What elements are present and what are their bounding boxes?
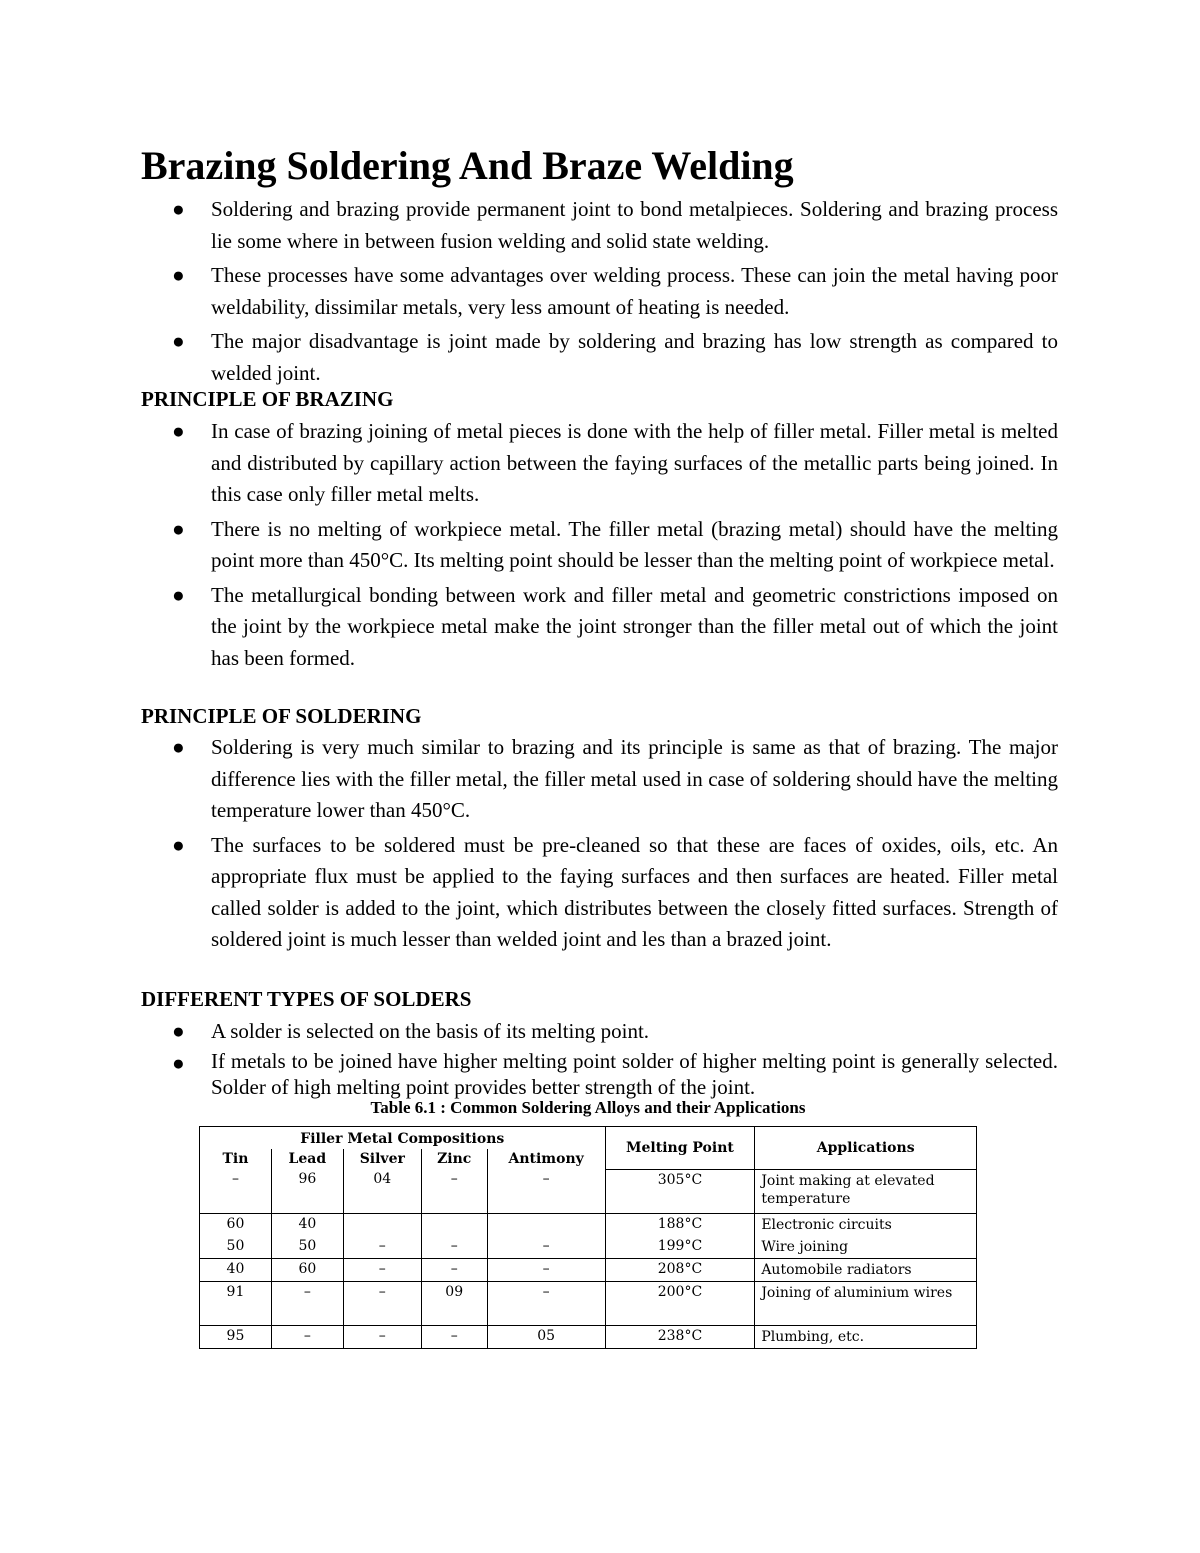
table-row bbox=[200, 1281, 977, 1325]
bullet-icon: ● bbox=[172, 263, 185, 287]
table-cell: Automobile radiators bbox=[755, 1258, 977, 1281]
table-cell: – bbox=[343, 1325, 421, 1348]
table-row bbox=[200, 1236, 977, 1259]
table-cell: 50 bbox=[200, 1236, 272, 1259]
melting-point-header: Melting Point bbox=[605, 1127, 755, 1170]
table-cell: Joint making at elevated temperature bbox=[755, 1169, 977, 1213]
table-cell: – bbox=[343, 1281, 421, 1325]
section-heading-soldering: PRINCIPLE OF SOLDERING bbox=[141, 704, 422, 728]
table-cell: 188°C bbox=[605, 1213, 755, 1236]
applications-header: Applications bbox=[755, 1127, 977, 1170]
table-cell: 60 bbox=[200, 1213, 272, 1236]
table-cell: – bbox=[343, 1258, 421, 1281]
table-row bbox=[200, 1213, 977, 1236]
col-header-tin: Tin bbox=[200, 1149, 272, 1169]
table-cell: Wire joining bbox=[755, 1236, 977, 1259]
table-row bbox=[200, 1258, 977, 1281]
list-item: ● Soldering and brazing provide permanent joint to bond metalpieces. Soldering and brazing process lie some where in between fusion welding and solid state welding. bbox=[172, 194, 1058, 257]
section-heading-solders: DIFFERENT TYPES OF SOLDERS bbox=[141, 987, 472, 1011]
brazing-list bbox=[172, 416, 1058, 674]
table-cell: – bbox=[200, 1169, 272, 1213]
table-cell: – bbox=[487, 1169, 605, 1213]
list-item: ● If metals to be joined have higher melting point solder of higher melting point is generally selected. Solder of high melting point provides better strength of the joint. bbox=[172, 1048, 1058, 1099]
table-cell: – bbox=[271, 1325, 343, 1348]
bullet-icon: ● bbox=[172, 197, 185, 221]
table-cell: 200°C bbox=[605, 1281, 755, 1325]
table-row bbox=[200, 1325, 977, 1348]
table-cell: – bbox=[421, 1325, 487, 1348]
bullet-icon: ● bbox=[172, 832, 185, 857]
list-item: ● The major disadvantage is joint made by soldering and brazing has low strength as compared to welded joint. bbox=[172, 326, 1058, 389]
col-header-antimony: Antimony bbox=[487, 1149, 605, 1169]
list-item: ● The metallurgical bonding between work and filler metal and geometric constrictions imposed on the joint by the workpiece metal make the joint stronger than the filler metal out of which the joint has been formed. bbox=[172, 580, 1058, 675]
table-cell: 09 bbox=[421, 1281, 487, 1325]
table-cell: – bbox=[487, 1258, 605, 1281]
table-cell: Plumbing, etc. bbox=[755, 1325, 977, 1348]
soldering-list bbox=[172, 732, 1058, 956]
col-header-silver: Silver bbox=[343, 1149, 421, 1169]
page-title: Brazing Soldering And Braze Welding bbox=[141, 143, 794, 188]
group-header: Filler Metal Compositions bbox=[200, 1127, 606, 1150]
list-item: ● A solder is selected on the basis of its melting point. bbox=[172, 1016, 1058, 1048]
soldering-alloys-table bbox=[199, 1126, 977, 1349]
bullet-icon: ● bbox=[172, 1050, 185, 1075]
table-cell: 40 bbox=[200, 1258, 272, 1281]
table-cell: – bbox=[487, 1281, 605, 1325]
table-cell: 199°C bbox=[605, 1236, 755, 1259]
table-cell: 208°C bbox=[605, 1258, 755, 1281]
table-cell: 238°C bbox=[605, 1325, 755, 1348]
list-item: ● Soldering is very much similar to brazing and its principle is same as that of brazing. The major difference lies with the filler metal, the filler metal used in case of soldering should have the melting temperature lower than 450°C. bbox=[172, 732, 1058, 827]
bullet-icon: ● bbox=[172, 735, 185, 759]
table-cell: 60 bbox=[271, 1258, 343, 1281]
table-caption: Table 6.1 : Common Soldering Alloys and their Applications bbox=[370, 1098, 806, 1117]
table-header-row bbox=[200, 1127, 977, 1150]
table-cell: – bbox=[487, 1236, 605, 1259]
table-cell: 05 bbox=[487, 1325, 605, 1348]
list-item: ● The surfaces to be soldered must be pre-cleaned so that these are faces of oxides, oils, etc. An appropriate flux must be applied to the faying surfaces and then surfaces are heated. Filler metal called solder is added to the joint, which distributes between the closely fitted surfaces. Strength of soldered joint is much lesser than welded joint and les than a brazed joint. bbox=[172, 830, 1058, 956]
bullet-icon: ● bbox=[172, 329, 185, 353]
table-cell bbox=[487, 1213, 605, 1236]
list-item: ● There is no melting of workpiece metal. The filler metal (brazing metal) should have the melting point more than 450°C. Its melting point should be lesser than the melting point of workpiece metal. bbox=[172, 514, 1058, 577]
intro-list bbox=[172, 194, 1058, 389]
table-cell: – bbox=[421, 1258, 487, 1281]
table-cell: – bbox=[421, 1236, 487, 1259]
col-header-lead: Lead bbox=[271, 1149, 343, 1169]
table-cell bbox=[421, 1213, 487, 1236]
table-cell: Joining of aluminium wires bbox=[755, 1281, 977, 1325]
table-cell: – bbox=[421, 1169, 487, 1213]
table-cell: – bbox=[343, 1236, 421, 1259]
table-cell: – bbox=[271, 1281, 343, 1325]
section-heading-brazing: PRINCIPLE OF BRAZING bbox=[141, 387, 394, 411]
bullet-icon: ● bbox=[172, 1019, 185, 1043]
bullet-icon: ● bbox=[172, 419, 185, 443]
list-item: ● In case of brazing joining of metal pieces is done with the help of filler metal. Filler metal is melted and distributed by capillary action between the faying surfaces of the metallic parts being joined. In this case only filler metal melts. bbox=[172, 416, 1058, 511]
list-item: ● These processes have some advantages over welding process. These can join the metal having poor weldability, dissimilar metals, very less amount of heating is needed. bbox=[172, 260, 1058, 323]
table-cell: 95 bbox=[200, 1325, 272, 1348]
table-cell: 04 bbox=[343, 1169, 421, 1213]
table-cell: 305°C bbox=[605, 1169, 755, 1213]
table-cell: Electronic circuits bbox=[755, 1213, 977, 1236]
table-cell: 96 bbox=[271, 1169, 343, 1213]
bullet-icon: ● bbox=[172, 582, 185, 607]
table-cell: 50 bbox=[271, 1236, 343, 1259]
table-cell bbox=[343, 1213, 421, 1236]
table-cell: 91 bbox=[200, 1281, 272, 1325]
table-cell: 40 bbox=[271, 1213, 343, 1236]
col-header-zinc: Zinc bbox=[421, 1149, 487, 1169]
bullet-icon: ● bbox=[172, 516, 185, 541]
table-row bbox=[200, 1169, 977, 1213]
solders-list bbox=[172, 1016, 1058, 1100]
